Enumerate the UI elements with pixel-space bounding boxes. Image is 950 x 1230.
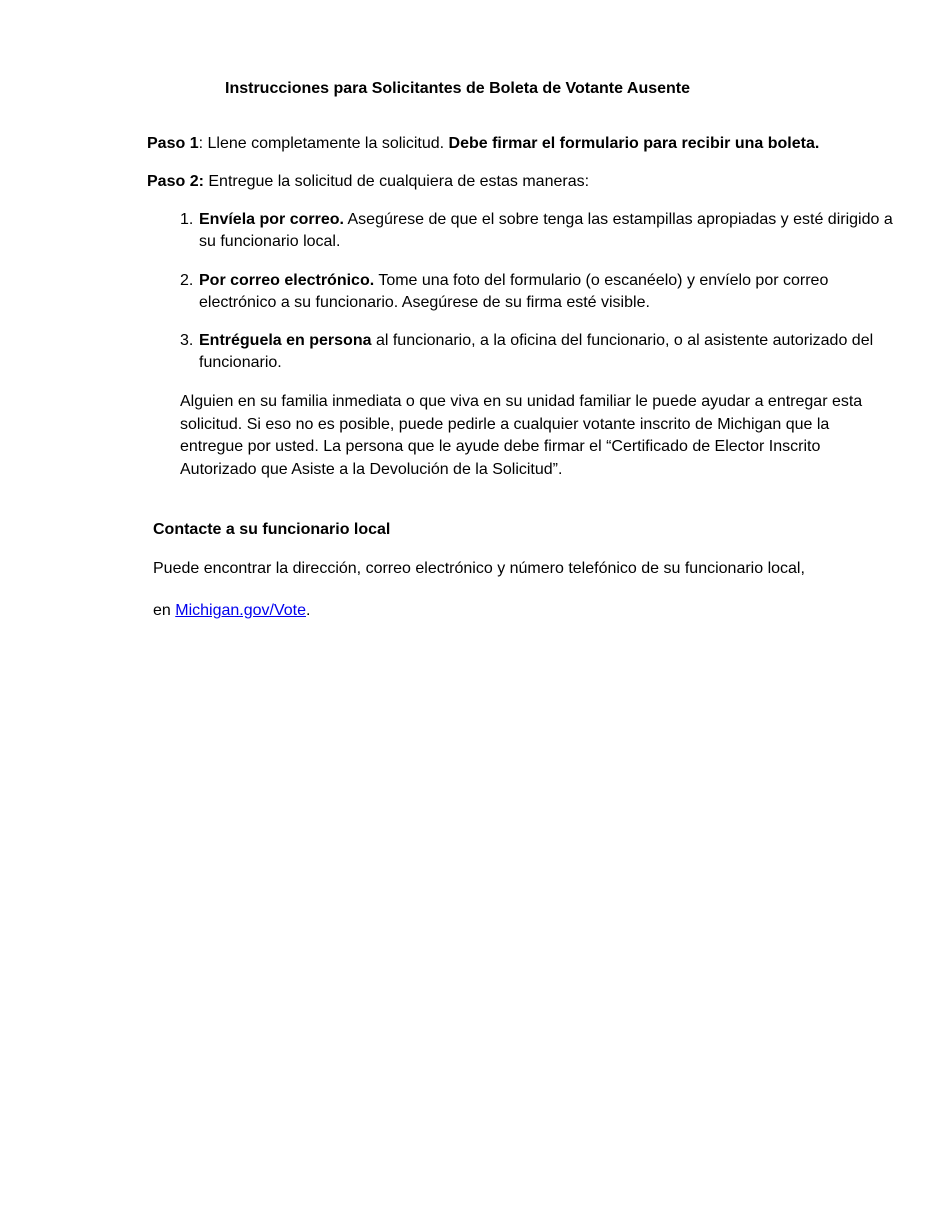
document-title: Instrucciones para Solicitantes de Boleta de Votante Ausente	[225, 80, 691, 97]
step-1-label: Paso 1	[147, 135, 199, 152]
michigan-vote-link[interactable]: Michigan.gov/Vote	[175, 602, 306, 619]
assistance-note: Alguien en su familia inmediata o que viva en su unidad familiar le puede ayudar a entregar esta solicitud. Si eso no es posible, puede pedirle a cualquier votante inscrito de Michigan que la entregue por usted. La persona que le ayude debe firmar el “Certificado de Elector Inscrito Autorizado que Asiste a la Devolución de la Solicitud”.	[180, 393, 863, 478]
list-item	[180, 209, 895, 253]
step-2-paragraph	[147, 171, 589, 193]
contact-link-suffix: .	[306, 602, 311, 619]
list-item-number: 1.	[180, 211, 194, 228]
list-item-bold: Entréguela en persona	[199, 332, 372, 349]
list-item-text: Asegúrese de que el sobre tenga las estampillas apropiadas y esté dirigido a su funcionario local.	[199, 211, 893, 250]
list-item-number: 2.	[180, 272, 194, 289]
list-item	[180, 270, 895, 314]
list-item-number: 3.	[180, 332, 194, 349]
contact-text: Puede encontrar la dirección, correo electrónico y número telefónico de su funcionario local,	[153, 560, 805, 577]
list-item	[180, 330, 895, 374]
step-1-text: : Llene completamente la solicitud.	[198, 135, 449, 152]
step-2-text: Entregue la solicitud de cualquiera de estas maneras:	[203, 173, 590, 190]
step-1-emphasis: Debe firmar el formulario para recibir una boleta.	[448, 135, 820, 152]
step-1-paragraph	[147, 133, 819, 155]
list-item-text: Tome una foto del formulario (o escanéelo) y envíelo por correo electrónico a su funcionario. Asegúrese de su firma esté visible.	[199, 272, 829, 311]
list-item-bold: Envíela por correo.	[199, 211, 344, 228]
contact-link-prefix: en	[153, 602, 176, 619]
contact-link-line	[153, 600, 310, 622]
contact-heading: Contacte a su funcionario local	[153, 521, 391, 538]
list-item-bold: Por correo electrónico.	[199, 272, 375, 289]
list-item-text: al funcionario, a la oficina del funcionario, o al asistente autorizado del funcionario.	[199, 332, 874, 371]
step-2-label: Paso 2:	[147, 173, 204, 190]
